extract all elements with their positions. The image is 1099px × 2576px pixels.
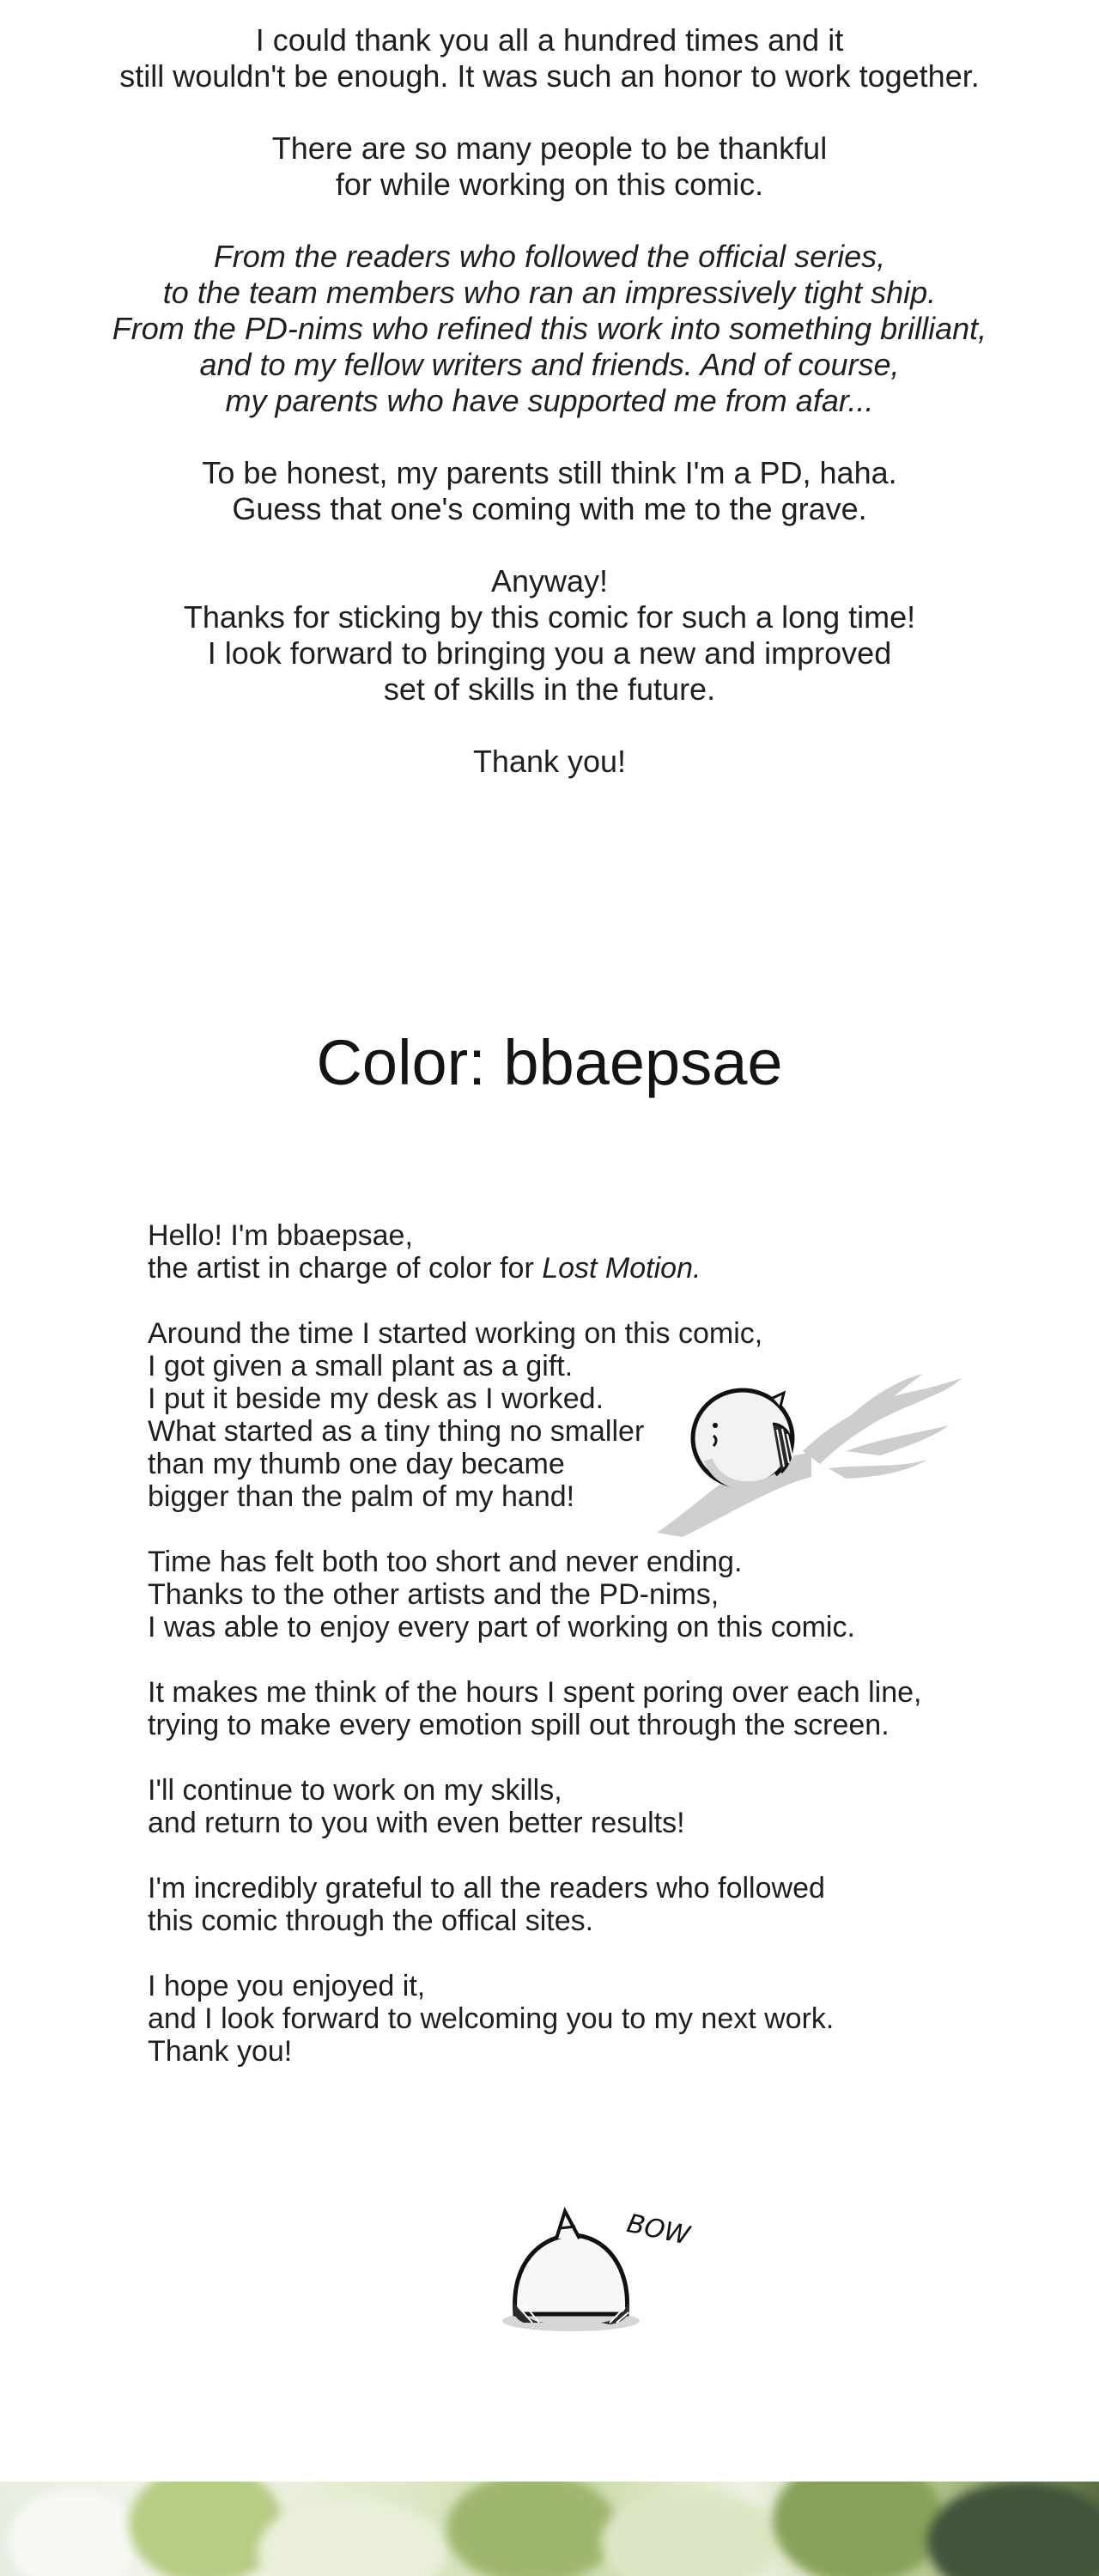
- body-line: Hello! I'm bbaepsae,: [148, 1219, 413, 1252]
- mascot-with-plant-icon: [631, 1357, 975, 1546]
- message-line: for while working on this comic.: [335, 167, 764, 202]
- body-line: Around the time I started working on this comic,: [148, 1317, 763, 1350]
- body-line: I'm incredibly grateful to all the readers who followed: [148, 1872, 825, 1905]
- body-line-prefix: the artist in charge of color for: [148, 1252, 543, 1285]
- message-line: There are so many people to be thankful: [271, 131, 828, 166]
- body-line: bigger than the palm of my hand!: [148, 1480, 575, 1513]
- body-line: and return to you with even better results!: [148, 1807, 685, 1839]
- message-line-italic: and to my fellow writers and friends. And of course,: [199, 347, 900, 382]
- message-line: still wouldn't be enough. It was such an honor to work together.: [119, 58, 980, 94]
- message-line: I look forward to bringing you a new and improved: [207, 635, 892, 671]
- body-line: It makes me think of the hours I spent poring over each line,: [148, 1676, 922, 1709]
- body-line: this comic through the offical sites.: [148, 1905, 594, 1937]
- body-line: Time has felt both too short and never ending.: [148, 1546, 743, 1578]
- body-line: I was able to enjoy every part of working on this comic.: [148, 1611, 855, 1643]
- body-line: trying to make every emotion spill out through the screen.: [148, 1709, 890, 1741]
- message-line: Thank you!: [472, 744, 627, 779]
- body-line: I'll continue to work on my skills,: [148, 1774, 562, 1807]
- body-line-title: [148, 1252, 1006, 1285]
- body-line: Thanks to the other artists and the PD-nims,: [148, 1578, 720, 1611]
- message-line: I could thank you all a hundred times and it: [255, 22, 844, 58]
- thank-you-message: [0, 22, 1099, 780]
- color-artist-message: [148, 1219, 1006, 2068]
- message-line-italic: to the team members who ran an impressively tight ship.: [162, 275, 937, 310]
- bow-label: BOW: [623, 2208, 693, 2251]
- message-line: Thanks for sticking by this comic for such a long time!: [183, 599, 916, 635]
- message-line: set of skills in the future.: [383, 671, 716, 707]
- message-line: To be honest, my parents still think I'm a PD, haha.: [202, 455, 897, 490]
- body-line: What started as a tiny thing no smaller: [148, 1415, 645, 1448]
- mascot-bowing-icon: [489, 2194, 721, 2344]
- message-line-italic: From the PD-nims who refined this work into something brilliant,: [112, 311, 987, 346]
- message-line: Guess that one's coming with me to the grave.: [232, 491, 867, 526]
- message-line-italic: my parents who have supported me from afar...: [225, 383, 874, 418]
- foliage-photo-strip-icon: [0, 2482, 1099, 2576]
- message-line-italic: From the readers who followed the official series,: [213, 239, 886, 274]
- body-line: I hope you enjoyed it,: [148, 1970, 426, 2002]
- body-line: than my thumb one day became: [148, 1448, 565, 1480]
- body-line: I got given a small plant as a gift.: [148, 1350, 574, 1382]
- body-line: Thank you!: [148, 2035, 293, 2068]
- comic-title: Lost Motion.: [542, 1252, 701, 1285]
- body-line: I put it beside my desk as I worked.: [148, 1382, 604, 1415]
- color-artist-heading: Color: bbaepsae: [316, 1027, 783, 1098]
- body-line: and I look forward to welcoming you to my next work.: [148, 2002, 835, 2035]
- message-line: Anyway!: [490, 563, 609, 598]
